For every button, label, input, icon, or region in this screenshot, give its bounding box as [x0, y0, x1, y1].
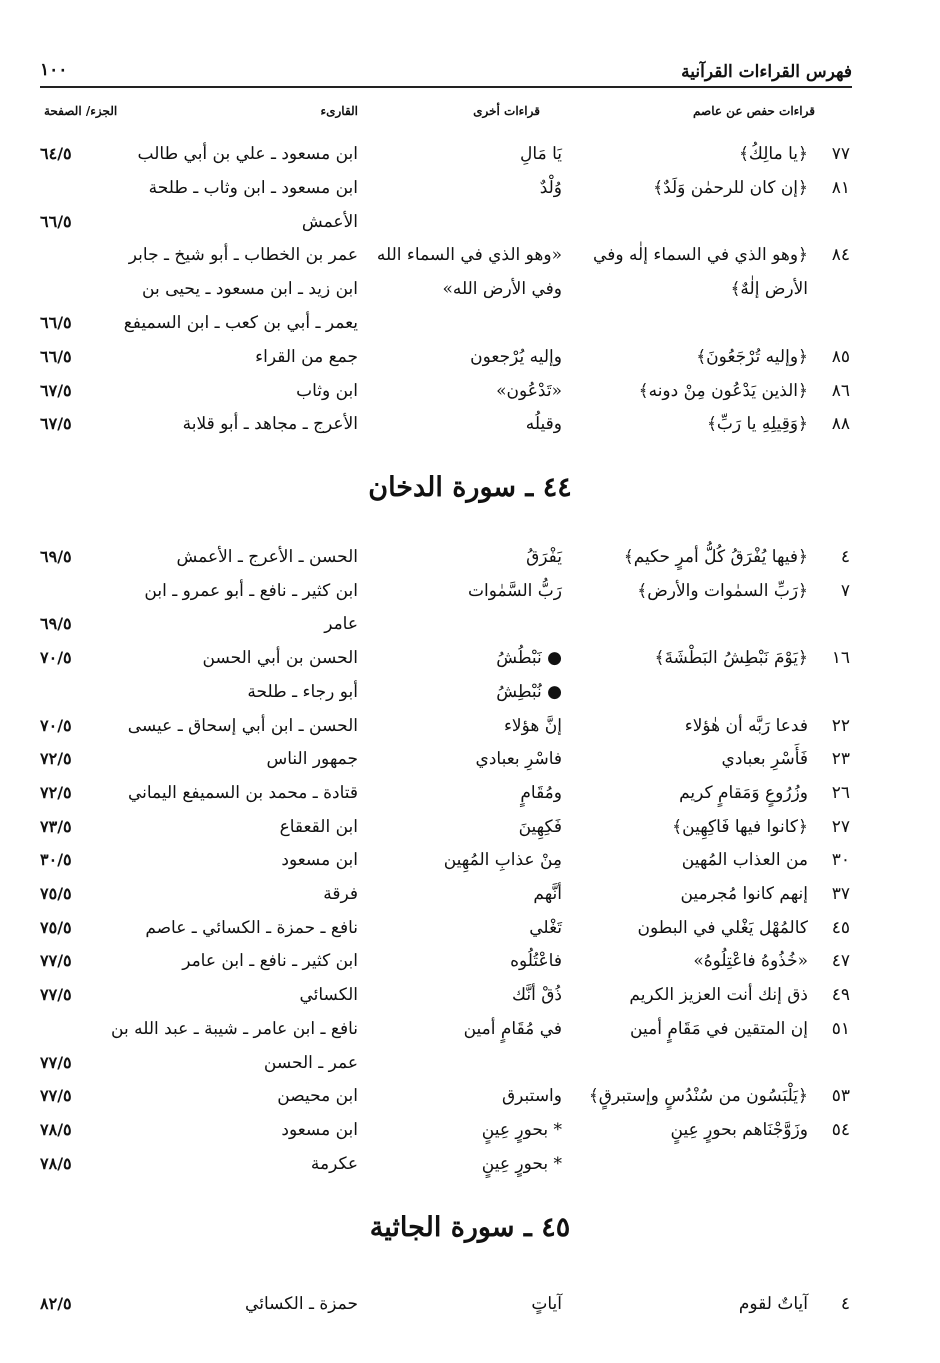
reader-names: ابن القعقاع — [279, 816, 358, 837]
verse-number: ٨٨ — [831, 414, 850, 435]
verse-number: ٢٧ — [831, 816, 850, 837]
hafs-reading: إن المتقين في مَقَامٍ أمين — [630, 1018, 808, 1039]
reader-names: نافع ـ حمزة ـ الكسائي ـ عاصم — [145, 917, 358, 938]
volume-page-ref: ٧٠/٥ — [40, 715, 72, 735]
reader-names: ابن كثير ـ نافع ـ ابن عامر — [182, 951, 358, 972]
verse-number: ٣٠ — [831, 850, 850, 871]
other-reading: ● نَبْطُشُ — [496, 648, 562, 669]
hafs-reading: ﴿رَبِّ السمٰوات والأرض﴾ — [637, 580, 808, 601]
running-header — [40, 58, 852, 88]
reader-names: ابن زيد ـ ابن مسعود ـ يحيى بن — [142, 279, 358, 300]
hafs-reading: فدعا رَبَّه أن هٰؤلاء — [684, 715, 808, 736]
hafs-reading: كالمُهْل يَغْلي في البطون — [637, 917, 808, 938]
surah-title-44: ٤٤ ـ سورة الدخان — [368, 472, 572, 503]
reader-names: ابن مسعود ـ ابن وثاب ـ طلحة — [148, 177, 358, 198]
reader-names: حمزة ـ الكسائي — [245, 1294, 358, 1314]
surah-title-45: ٤٥ ـ سورة الجاثية — [369, 1212, 571, 1243]
reader-names: الحسن بن أبي الحسن — [202, 648, 358, 669]
hafs-reading: آياتٌ لقوم — [738, 1294, 808, 1314]
reader-names: فرقة — [323, 884, 358, 904]
table-row — [0, 1080, 940, 1112]
table-row — [0, 676, 940, 708]
table-row — [0, 642, 940, 674]
volume-page-ref: ٧٣/٥ — [40, 816, 72, 836]
verse-number: ٤ — [840, 1294, 850, 1314]
other-reading: وإليه يُرْجعون — [470, 346, 562, 367]
page-number: ١٠٠ — [40, 60, 68, 80]
hafs-reading: ذق إنك أنت العزيز الكريم — [629, 985, 808, 1006]
hafs-reading: ﴿وإليه تُرْجَعُونَ﴾ — [696, 346, 808, 367]
table-row — [0, 1047, 940, 1079]
reader-names: الحسن ـ ابن أبي إسحاق ـ عيسى — [127, 715, 358, 736]
table-row — [0, 138, 940, 170]
table-row — [0, 844, 940, 876]
verse-number: ٤٥ — [831, 917, 850, 938]
other-reading: فاسْرِ بعبادي — [475, 749, 562, 770]
hafs-reading: وزَوَّجْنَاهم بحورٍ عِينٍ — [670, 1119, 808, 1140]
other-reading: يَا مَالِ — [520, 144, 562, 164]
volume-page-ref: ٧٢/٥ — [40, 782, 72, 802]
reader-names: عمر ـ الحسن — [263, 1052, 358, 1073]
table-row — [0, 341, 940, 373]
other-reading: أنَّهم — [533, 884, 562, 904]
table-row — [0, 1288, 940, 1320]
table-row — [0, 239, 940, 271]
volume-page-ref: ٦٦/٥ — [40, 211, 72, 231]
other-reading: يَفْرَقُ — [526, 547, 562, 567]
verse-number: ٤٧ — [831, 951, 850, 972]
other-reading: واستبرق — [501, 1086, 562, 1107]
hafs-reading: ﴿يَلْبَسُون من سُنْدُسٍ وإستبرقٍ﴾ — [588, 1086, 808, 1107]
verse-number: ٨٦ — [831, 380, 850, 401]
table-row — [0, 878, 940, 910]
table-row — [0, 273, 940, 305]
volume-page-ref: ٦٤/٥ — [40, 144, 72, 163]
table-row — [0, 307, 940, 339]
other-reading: ● نُبْطِشُ — [496, 681, 562, 702]
volume-page-ref: ٧٨/٥ — [40, 1153, 72, 1173]
other-reading: إنَّ هؤلاء — [503, 715, 562, 736]
other-reading: فَكِهِينَ — [518, 816, 562, 837]
other-reading: فاعْتُلُوه — [510, 951, 562, 972]
hafs-reading: ﴿يَوْمَ نَبْطِشُ البَطْشَةَ﴾ — [654, 648, 808, 669]
other-reading: * بحورٍ عِينٍ — [481, 1153, 562, 1174]
reader-names: الأعرج ـ مجاهد ـ أبو قلابة — [182, 414, 358, 435]
volume-page-ref: ٦٧/٥ — [40, 414, 72, 434]
header-title: فهرس القراءات القرآنية — [681, 62, 852, 82]
verse-number: ٧٧ — [831, 144, 850, 164]
volume-page-ref: ٧٠/٥ — [40, 648, 72, 668]
volume-page-ref: ٦٦/٥ — [40, 346, 72, 366]
reader-names: عكرمة — [310, 1153, 358, 1174]
table-row — [0, 777, 940, 809]
table-row — [0, 575, 940, 607]
column-header-ref: الجزء/ الصفحة — [44, 104, 118, 118]
reader-names: ابن مسعود ـ علي بن أبي طالب — [137, 144, 358, 164]
verse-number: ٤٩ — [831, 985, 850, 1006]
volume-page-ref: ٧٥/٥ — [40, 917, 72, 937]
reader-names: ابن كثير ـ نافع ـ أبو عمرو ـ ابن — [144, 580, 358, 601]
verse-number: ٢٣ — [831, 749, 850, 770]
volume-page-ref: ٧٧/٥ — [40, 1086, 72, 1106]
hafs-reading: ﴿وَقِيلِهِ يا رَبِّ﴾ — [706, 414, 808, 435]
volume-page-ref: ٧٧/٥ — [40, 1052, 72, 1072]
volume-page-ref: ٣٠/٥ — [40, 850, 72, 870]
verse-number: ٣٧ — [831, 884, 850, 904]
reader-names: نافع ـ ابن عامر ـ شيبة ـ عبد الله بن — [111, 1018, 358, 1039]
volume-page-ref: ٨٢/٥ — [40, 1294, 72, 1313]
volume-page-ref: ٦٧/٥ — [40, 380, 72, 400]
volume-page-ref: ٧٧/٥ — [40, 985, 72, 1005]
table-row — [0, 912, 940, 944]
table-row — [0, 375, 940, 407]
hafs-reading: ﴿فيها يُفْرَقُ كُلُّ أمرٍ حكيم﴾ — [623, 547, 808, 567]
reader-names: الكسائي — [299, 985, 358, 1006]
verse-number: ٨٥ — [831, 346, 850, 367]
other-reading: «وهو الذي في السماء الله — [376, 245, 562, 266]
column-header-hafs: قراءات حفص عن عاصم — [693, 104, 815, 118]
verse-number: ٧ — [840, 580, 850, 601]
reader-names: ابن محيصن — [277, 1086, 358, 1107]
hafs-reading: ﴿إن كان للرحمٰن وَلَدٌ﴾ — [653, 177, 808, 198]
table-row — [0, 608, 940, 640]
column-header-other: قراءات أخرى — [473, 104, 540, 118]
table-row — [0, 408, 940, 440]
other-reading: «تَدْعُون» — [496, 380, 562, 401]
hafs-reading: ﴿يا مالِكُ﴾ — [738, 144, 808, 164]
other-reading: آياتٍ — [531, 1294, 562, 1314]
other-reading: وفي الأرض الله» — [442, 279, 562, 300]
reader-names: الحسن ـ الأعرج ـ الأعمش — [176, 547, 358, 567]
volume-page-ref: ٧٢/٥ — [40, 749, 72, 769]
hafs-reading: وزُرُوعٍ وَمَقامٍ كريم — [679, 782, 808, 803]
reader-names: جمهور الناس — [266, 749, 358, 770]
other-reading: * بحورٍ عِينٍ — [481, 1119, 562, 1140]
other-reading: ومُقَامٍ — [520, 782, 562, 803]
table-row — [0, 945, 940, 977]
reader-names: ابن وثاب — [296, 380, 358, 401]
verse-number: ٤ — [840, 547, 850, 567]
table-row — [0, 541, 940, 573]
reader-names: الأعمش — [301, 211, 358, 232]
reader-names: جمع من القراء — [255, 346, 358, 367]
other-reading: مِنْ عذابِ المُهِين — [443, 850, 562, 871]
table-row — [0, 206, 940, 238]
verse-number: ٢٢ — [831, 715, 850, 736]
verse-number: ٢٦ — [831, 782, 850, 803]
verse-number: ٥٤ — [831, 1119, 850, 1140]
hafs-reading: إنهم كانوا مُجرمين — [680, 884, 808, 904]
other-reading: وقيلُه — [525, 414, 562, 435]
verse-number: ٨٤ — [831, 245, 850, 266]
reader-names: قتادة ـ محمد بن السميفع اليماني — [127, 782, 358, 803]
other-reading: تَغْلي — [529, 917, 562, 938]
verse-number: ١٦ — [831, 648, 850, 669]
table-row — [0, 979, 940, 1011]
volume-page-ref: ٦٦/٥ — [40, 313, 72, 332]
reader-names: ابن مسعود — [281, 1119, 358, 1140]
volume-page-ref: ٧٥/٥ — [40, 884, 72, 903]
reader-names: يعمر ـ أبي بن كعب ـ ابن السميفع — [123, 313, 358, 333]
volume-page-ref: ٧٧/٥ — [40, 951, 72, 971]
hafs-reading: من العذاب المُهين — [681, 850, 808, 871]
other-reading: رَبُّ السَّمٰوات — [467, 580, 562, 601]
hafs-reading: ﴿وهو الذي في السماء إلٰه وفي — [593, 245, 808, 266]
reader-names: عمر بن الخطاب ـ أبو شيخ ـ جابر — [128, 245, 358, 266]
hafs-reading: الأرض إلٰهٌ﴾ — [730, 279, 808, 300]
verse-number: ٨١ — [831, 177, 850, 198]
hafs-reading: ﴿كانوا فيها فَاكِهِين﴾ — [672, 816, 808, 837]
volume-page-ref: ٧٨/٥ — [40, 1119, 72, 1139]
volume-page-ref: ٦٩/٥ — [40, 547, 72, 566]
table-row — [0, 811, 940, 843]
other-reading: وُلْدٌ — [539, 177, 562, 198]
other-reading: ذُقْ أنَّك — [512, 985, 562, 1006]
other-reading: في مُقَامٍ أمين — [463, 1018, 562, 1039]
hafs-reading: فَأَسْرِ بعبادي — [721, 749, 808, 770]
verse-number: ٥١ — [831, 1018, 850, 1039]
table-row — [0, 1013, 940, 1045]
verse-number: ٥٣ — [831, 1086, 850, 1107]
column-header-reader: القارىء — [320, 104, 358, 118]
table-row — [0, 1114, 940, 1146]
table-row — [0, 710, 940, 742]
hafs-reading: «خُذُوهُ فاعْتِلُوهُ» — [693, 951, 808, 972]
reader-names: أبو رجاء ـ طلحة — [247, 681, 358, 702]
hafs-reading: ﴿الذين يَدْعُون مِنْ دونه﴾ — [638, 380, 808, 401]
table-row — [0, 743, 940, 775]
table-row — [0, 172, 940, 204]
volume-page-ref: ٦٩/٥ — [40, 614, 72, 634]
reader-names: عامر — [324, 614, 358, 635]
table-row — [0, 1148, 940, 1180]
reader-names: ابن مسعود — [281, 850, 358, 871]
